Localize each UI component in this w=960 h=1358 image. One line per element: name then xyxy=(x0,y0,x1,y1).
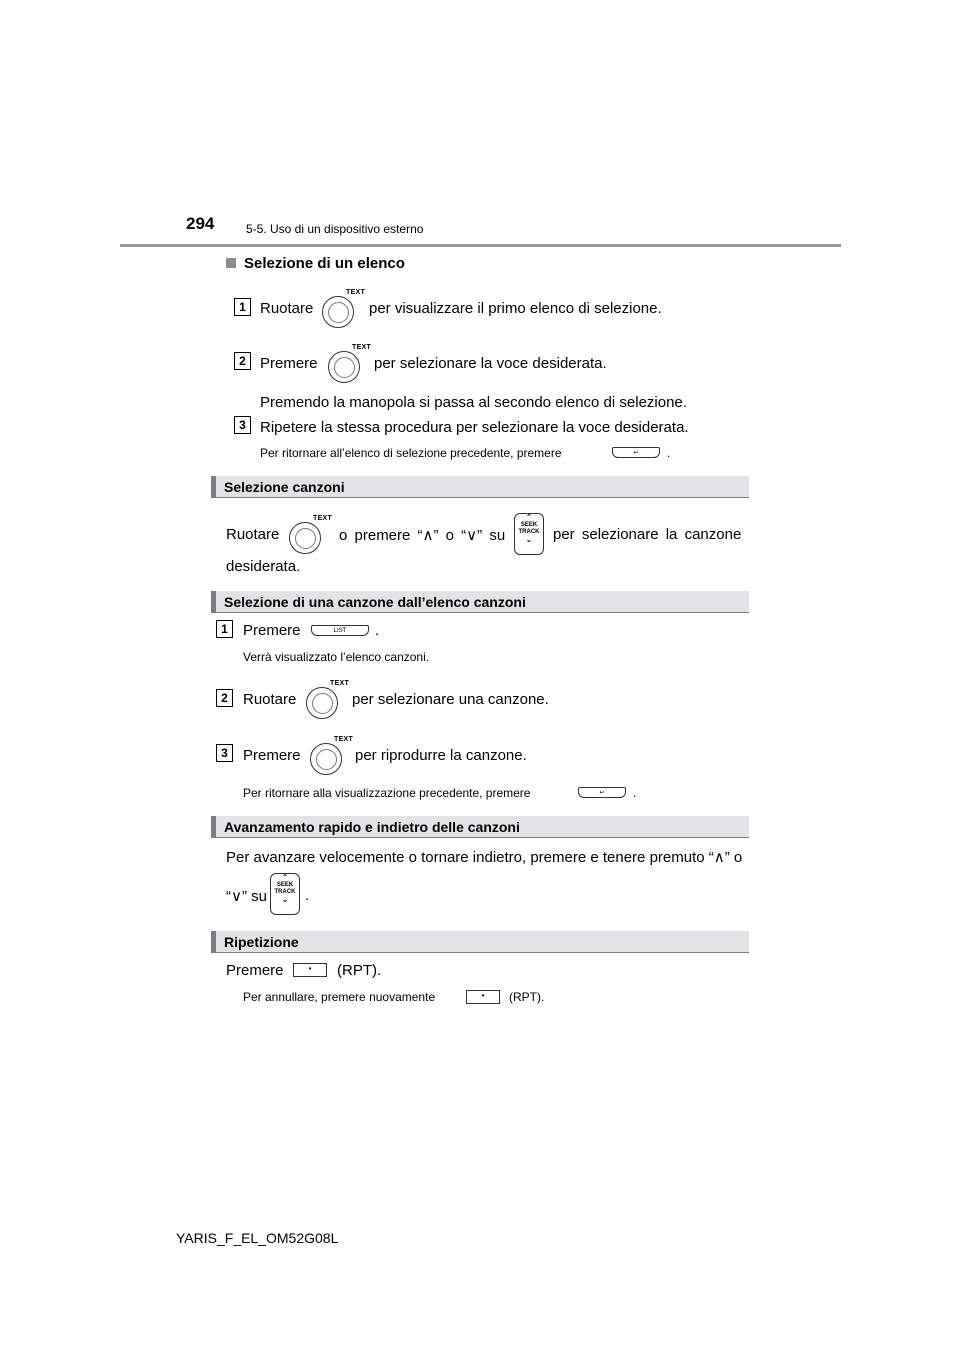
seek-label: SEEK xyxy=(276,882,294,888)
note-text: Verrà visualizzato l’elenco canzoni. xyxy=(243,650,430,664)
knob-label: TEXT xyxy=(330,680,350,687)
track-label: TRACK xyxy=(518,529,540,535)
rpt-button-icon: • xyxy=(293,963,327,977)
step-number: 3 xyxy=(216,744,233,762)
square-bullet-icon xyxy=(226,258,236,268)
section-bar-title: Avanzamento rapido e indietro delle canzoni xyxy=(224,819,520,835)
step-text-pre: Ruotare xyxy=(243,691,297,708)
note-text: Per ritornare alla visualizzazione precedente, premere xyxy=(243,786,531,800)
section-bar-title: Selezione di una canzone dall’elenco canzoni xyxy=(224,594,526,610)
step-text-post: per riprodurre la canzone. xyxy=(355,747,527,764)
text-knob-icon xyxy=(306,681,350,721)
step-text-post: per visualizzare il primo elenco di selezione. xyxy=(369,300,662,317)
rpt-button-icon: • xyxy=(466,990,500,1004)
knob-label: TEXT xyxy=(352,344,372,351)
document-code: YARIS_F_EL_OM52G08L xyxy=(176,1230,339,1246)
knob-label: TEXT xyxy=(346,289,366,296)
step-text: Ripetere la stessa procedura per selezionare la voce desiderata. xyxy=(260,419,689,436)
section-bar-title: Ripetizione xyxy=(224,934,299,950)
subsection-heading-text: Selezione di un elenco xyxy=(244,255,405,272)
paragraph-text: desiderata. xyxy=(226,558,301,575)
step-number: 1 xyxy=(234,298,251,316)
paragraph-text: Ruotare xyxy=(226,526,280,543)
note-text: Per annullare, premere nuovamente xyxy=(243,990,436,1004)
note-end: . xyxy=(633,786,637,800)
knob-label: TEXT xyxy=(313,515,333,522)
list-button-icon: LIST xyxy=(311,625,369,636)
seek-track-switch-icon: ⌃ SEEK TRACK ⌄ xyxy=(514,513,544,555)
header-divider xyxy=(120,244,841,247)
note-end: . xyxy=(667,446,671,460)
step-text-post: . xyxy=(375,622,380,639)
step-text-pre: Premere xyxy=(243,622,301,639)
step-text-post: per selezionare una canzone. xyxy=(352,691,549,708)
step-text-pre: Premere xyxy=(243,747,301,764)
section-bar xyxy=(211,816,749,838)
text-knob-icon xyxy=(289,516,333,556)
paragraph-text: “∨” su xyxy=(226,888,267,905)
text-knob-icon xyxy=(328,345,372,385)
step-number: 1 xyxy=(216,620,233,638)
step-text: Premendo la manopola si passa al secondo elenco di selezione. xyxy=(260,394,687,411)
back-button-icon: ↩ xyxy=(578,787,626,798)
note-text: Per ritornare all’elenco di selezione precedente, premere xyxy=(260,446,562,460)
seek-track-switch-icon: ⌃ SEEK TRACK ⌄ xyxy=(270,873,300,915)
seek-label: SEEK xyxy=(520,522,538,528)
knob-label: TEXT xyxy=(334,736,354,743)
page-number: 294 xyxy=(186,214,215,233)
paragraph-text: Per avanzare velocemente o tornare indietro, premere e tenere premuto “∧” o xyxy=(226,849,743,866)
text-knob-icon xyxy=(322,290,366,330)
step-text-post: per selezionare la voce desiderata. xyxy=(374,355,607,372)
step-number: 2 xyxy=(234,352,251,370)
section-title: 5-5. Uso di un dispositivo esterno xyxy=(246,222,424,236)
step-text-pre: Premere xyxy=(260,355,318,372)
paragraph-text: o premere “∧” o “∨” su xyxy=(339,527,506,544)
note-end: (RPT). xyxy=(509,990,545,1004)
step-number: 3 xyxy=(234,416,251,434)
step-number: 2 xyxy=(216,689,233,707)
paragraph-text: . xyxy=(305,887,310,904)
subsection-heading xyxy=(226,255,405,272)
paragraph-text: per selezionare la canzone xyxy=(553,526,742,543)
section-bar xyxy=(211,931,749,953)
text-knob-icon xyxy=(310,737,354,777)
section-bar xyxy=(211,591,749,613)
section-bar-title: Selezione canzoni xyxy=(224,479,345,495)
section-bar xyxy=(211,476,749,498)
paragraph-text: (RPT). xyxy=(337,962,382,979)
back-button-icon: ↩ xyxy=(612,447,660,458)
track-label: TRACK xyxy=(274,889,296,895)
paragraph-text: Premere xyxy=(226,962,284,979)
step-text-pre: Ruotare xyxy=(260,300,314,317)
